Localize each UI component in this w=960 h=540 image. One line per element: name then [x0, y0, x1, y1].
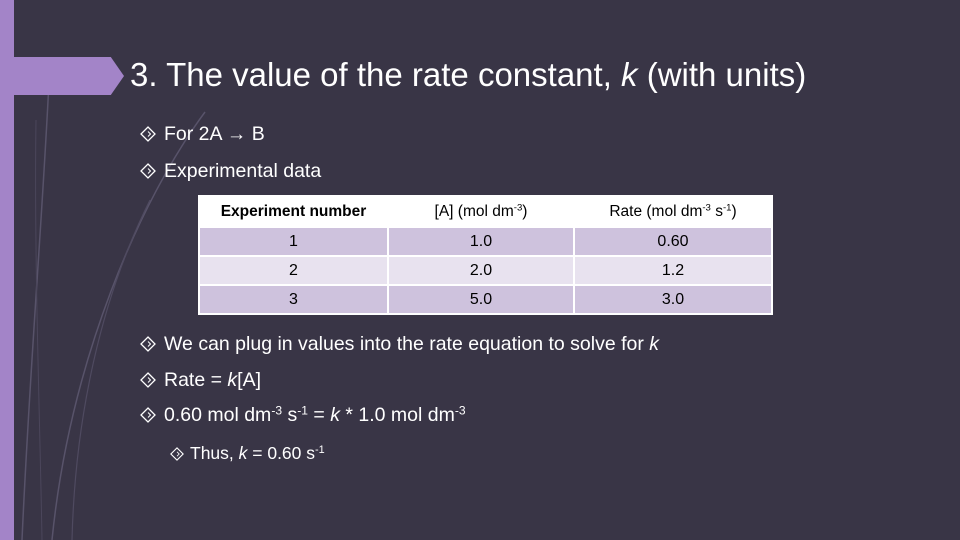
cell-concentration: 1.0	[388, 227, 574, 256]
cell-rate: 0.60	[574, 227, 772, 256]
cell-concentration: 5.0	[388, 285, 574, 314]
cell-rate: 3.0	[574, 285, 772, 314]
cell-experiment: 1	[199, 227, 388, 256]
cell-rate: 1.2	[574, 256, 772, 285]
diamond-bullet-icon	[170, 447, 184, 461]
diamond-bullet-icon	[140, 336, 156, 352]
diamond-bullet-icon	[140, 163, 156, 179]
header-experiment-number: Experiment number	[199, 196, 388, 227]
experimental-data-table	[198, 195, 773, 315]
cell-concentration: 2.0	[388, 256, 574, 285]
sub-bullet-result: Thus, k = 0.60 $s^{-1}$	[170, 441, 325, 465]
cell-experiment: 2	[199, 256, 388, 285]
title-k-variable: k	[621, 56, 638, 93]
cell-experiment: 3	[199, 285, 388, 314]
slide-title: 3. The value of the rate constant, k (with units)	[130, 56, 807, 93]
diamond-bullet-icon	[140, 407, 156, 423]
diamond-bullet-icon	[140, 126, 156, 142]
table-row	[199, 285, 772, 314]
header-concentration: [A] (mol $dm^{-3}$)	[388, 196, 574, 227]
table-header-row	[199, 196, 772, 227]
bullet-plug-values: We can plug in values into the rate equation to solve for k	[140, 332, 659, 356]
table-row	[199, 256, 772, 285]
header-rate: Rate (mol $dm^{-3}$ $s^{-1}$)	[574, 196, 772, 227]
title-accent-arrow	[14, 57, 124, 95]
bullet-experimental-data: Experimental data	[140, 159, 321, 183]
bullet-calculation: 0.60 mol $dm^{-3}$ $s^{-1} = k * 1.0$ mol $dm^{-3}$	[140, 403, 466, 427]
reaction-arrow-icon: →	[226, 123, 247, 145]
table-row	[199, 227, 772, 256]
bullet-rate-equation: Rate = k[A]	[140, 368, 261, 392]
diamond-bullet-icon	[140, 372, 156, 388]
bullet-reaction: For 2A → B	[140, 122, 265, 146]
